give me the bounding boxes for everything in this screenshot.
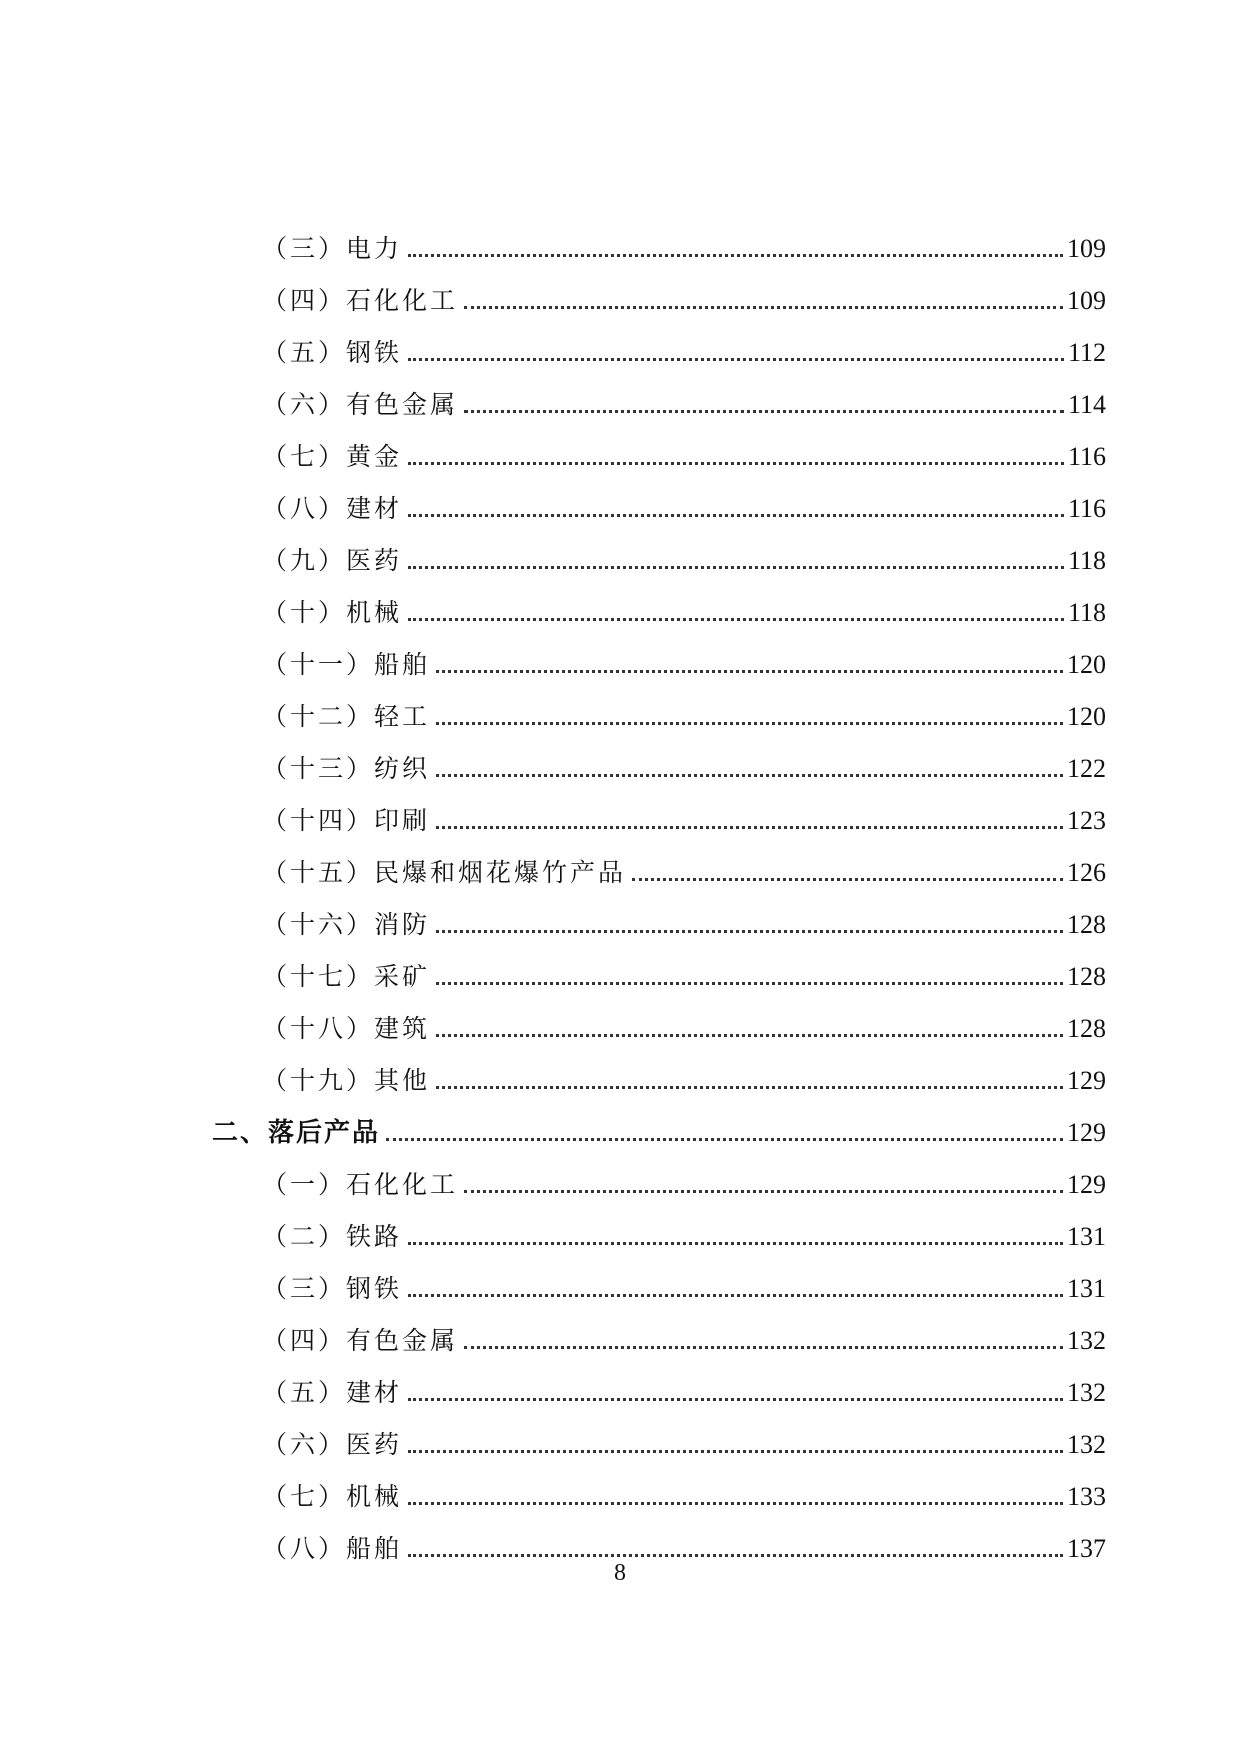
toc-entry-label: （八）建材 [262,494,403,523]
toc-entry[interactable] [0,524,1240,576]
toc-entry-page: 118 [1067,546,1106,575]
toc-entry-label: （七）黄金 [262,442,403,471]
toc-entry-label: （十）机械 [262,598,403,627]
toc-entry-page: 129 [1067,1170,1106,1199]
table-of-contents [0,212,1240,1564]
toc-entry-label: （七）机械 [262,1482,403,1511]
dot-leader [436,826,1063,829]
toc-entry-label: （十六）消防 [262,910,431,939]
toc-entry[interactable] [0,888,1240,940]
toc-entry-label: （十一）船舶 [262,650,431,679]
toc-entry-page: 120 [1067,702,1106,731]
toc-entry[interactable] [0,836,1240,888]
toc-entry-label: （三）钢铁 [262,1274,403,1303]
toc-entry[interactable] [0,732,1240,784]
toc-entry-label: （六）有色金属 [262,390,459,419]
dot-leader [436,722,1063,725]
toc-entry[interactable] [0,1252,1240,1304]
toc-entry-label: （二）铁路 [262,1222,403,1251]
dot-leader [408,358,1064,361]
toc-entry-label: （十五）民爆和烟花爆竹产品 [262,858,627,887]
toc-entry-page: 132 [1067,1326,1106,1355]
toc-entry-label: （五）建材 [262,1378,403,1407]
toc-entry-page: 131 [1067,1222,1106,1251]
toc-entry[interactable] [0,1408,1240,1460]
dot-leader [464,306,1063,309]
page-number: 8 [614,1560,626,1586]
toc-entry[interactable] [0,472,1240,524]
toc-entry-page: 126 [1067,858,1106,887]
toc-entry-label: （十二）轻工 [262,702,431,731]
toc-entry-label: （四）有色金属 [262,1326,459,1355]
toc-entry-label: （十八）建筑 [262,1014,431,1043]
toc-entry[interactable] [0,680,1240,732]
dot-leader [386,1138,1063,1141]
toc-entry-page: 128 [1067,1014,1106,1043]
dot-leader [408,1398,1063,1401]
toc-entry[interactable] [0,368,1240,420]
dot-leader [436,774,1063,777]
toc-entry-page: 129 [1067,1118,1106,1147]
toc-entry-label: （三）电力 [262,234,403,263]
toc-entry-page: 133 [1067,1482,1106,1511]
toc-entry[interactable] [0,1512,1240,1564]
dot-leader [408,1554,1063,1557]
dot-leader [408,462,1064,465]
toc-entry-page: 118 [1067,598,1106,627]
dot-leader [464,410,1064,413]
dot-leader [408,514,1064,517]
toc-entry[interactable] [0,1304,1240,1356]
dot-leader [408,1294,1063,1297]
dot-leader [436,982,1063,985]
toc-entry-label: （九）医药 [262,546,403,575]
toc-entry[interactable] [0,940,1240,992]
toc-entry-page: 129 [1067,1066,1106,1095]
toc-entry-page: 109 [1067,286,1106,315]
toc-entry-page: 114 [1067,390,1106,419]
dot-leader [464,1190,1063,1193]
toc-entry[interactable] [0,992,1240,1044]
dot-leader [408,1502,1063,1505]
toc-entry[interactable] [0,1148,1240,1200]
toc-entry-label: （五）钢铁 [262,338,403,367]
dot-leader [436,1086,1063,1089]
toc-entry-page: 116 [1067,442,1106,471]
toc-entry-page: 132 [1067,1378,1106,1407]
toc-entry[interactable] [0,316,1240,368]
toc-entry[interactable] [0,1044,1240,1096]
toc-entry[interactable] [0,264,1240,316]
toc-entry-page: 112 [1067,338,1106,367]
toc-entry-label: （十四）印刷 [262,806,431,835]
toc-entry-page: 116 [1067,494,1106,523]
dot-leader [408,254,1063,257]
toc-entry-page: 128 [1067,962,1106,991]
toc-entry-page: 122 [1067,754,1106,783]
dot-leader [408,618,1064,621]
dot-leader [436,930,1063,933]
toc-entry-page: 128 [1067,910,1106,939]
toc-entry-label: （十九）其他 [262,1066,431,1095]
toc-entry-page: 120 [1067,650,1106,679]
dot-leader [464,1346,1063,1349]
toc-entry[interactable] [0,212,1240,264]
toc-entry[interactable] [0,576,1240,628]
dot-leader [408,1242,1063,1245]
toc-entry-label: （八）船舶 [262,1534,403,1563]
toc-section-heading[interactable] [0,1096,1240,1148]
toc-entry[interactable] [0,784,1240,836]
dot-leader [408,1450,1063,1453]
dot-leader [632,878,1063,881]
toc-entry-page: 132 [1067,1430,1106,1459]
dot-leader [408,566,1064,569]
toc-entry[interactable] [0,420,1240,472]
toc-entry[interactable] [0,628,1240,680]
toc-entry-label: （十七）采矿 [262,962,431,991]
toc-entry-page: 123 [1067,806,1106,835]
dot-leader [436,1034,1063,1037]
dot-leader [436,670,1063,673]
toc-entry-label: （六）医药 [262,1430,403,1459]
toc-entry-label: （四）石化化工 [262,286,459,315]
toc-entry[interactable] [0,1356,1240,1408]
toc-entry-page: 137 [1067,1534,1106,1563]
toc-entry-page: 131 [1067,1274,1106,1303]
toc-section-label: 二、落后产品 [212,1118,381,1148]
toc-entry[interactable] [0,1460,1240,1512]
toc-entry-label: （一）石化化工 [262,1170,459,1199]
toc-entry-page: 109 [1067,234,1106,263]
toc-entry-label: （十三）纺织 [262,754,431,783]
toc-entry[interactable] [0,1200,1240,1252]
